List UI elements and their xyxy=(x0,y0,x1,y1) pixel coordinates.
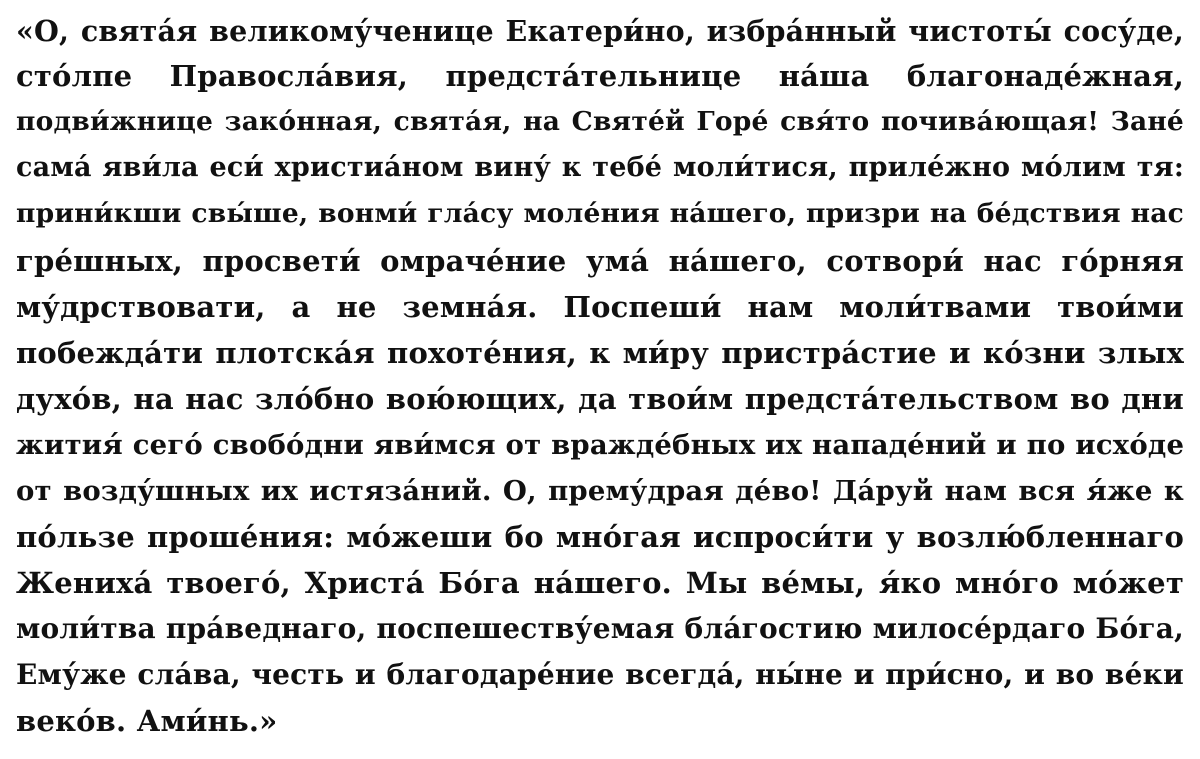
prayer-line-12: по́льзе проше́ния: мо́жеши бо мно́гая испроси́ти у возлю́бленнаго xyxy=(16,520,1184,554)
prayer-line-6: гре́шных, просвети́ омраче́ние ума́ на́шего, сотвори́ нас го́рняя xyxy=(16,244,1184,278)
prayer-line-7: му́дрствовати, а не земна́я. Поспеши́ нам моли́твами твои́ми xyxy=(16,290,1184,324)
prayer-line-14: моли́тва пра́веднаго, поспешеству́емая бла́гостию милосе́рдаго Бо́га, xyxy=(16,612,1184,645)
prayer-line-5: прини́кши свы́ше, вонми́ гла́су моле́ния на́шего, призри на бе́дствия нас xyxy=(16,198,1184,229)
prayer-line-13: Жениха́ твоего́, Христа́ Бо́га на́шего. Мы ве́мы, я́ко мно́го мо́жет xyxy=(16,566,1184,600)
prayer-line-9: духо́в, на нас зло́бно вою́ющих, да твои́м предста́тельством во дни xyxy=(16,382,1184,416)
prayer-line-8: побежда́ти плотска́я похоте́ния, к ми́ру пристра́стие и ко́зни злых xyxy=(16,336,1184,370)
prayer-line-4: сама́ яви́ла еси́ христиа́ном вину́ к тебе́ моли́тися, приле́жно мо́лим тя: xyxy=(16,152,1184,183)
prayer-line-15: Ему́же сла́ва, честь и благодаре́ние всегда́, ны́не и при́сно, и во ве́ки xyxy=(16,658,1184,691)
prayer-line-2: сто́лпе Правосла́вия, предста́тельнице на́ша благонаде́жная, xyxy=(16,59,1184,93)
prayer-line-1: «О, свята́я великому́ченице Екатери́но, избра́нный чистоты́ сосу́де, xyxy=(16,14,1184,48)
prayer-line-11: от возду́шных их истяза́ний. О, прему́драя де́во! Да́руй нам вся я́же к xyxy=(16,475,1184,507)
prayer-line-16: веко́в. Ами́нь.» xyxy=(16,704,278,738)
prayer-line-3: подви́жнице зако́нная, свята́я, на Святе́й Горе́ свя́то почива́ющая! Зане́ xyxy=(16,106,1184,137)
prayer-line-10: жития́ сего́ свобо́дни яви́мся от вражде́бных их нападе́ний и по исхо́де xyxy=(16,429,1185,461)
